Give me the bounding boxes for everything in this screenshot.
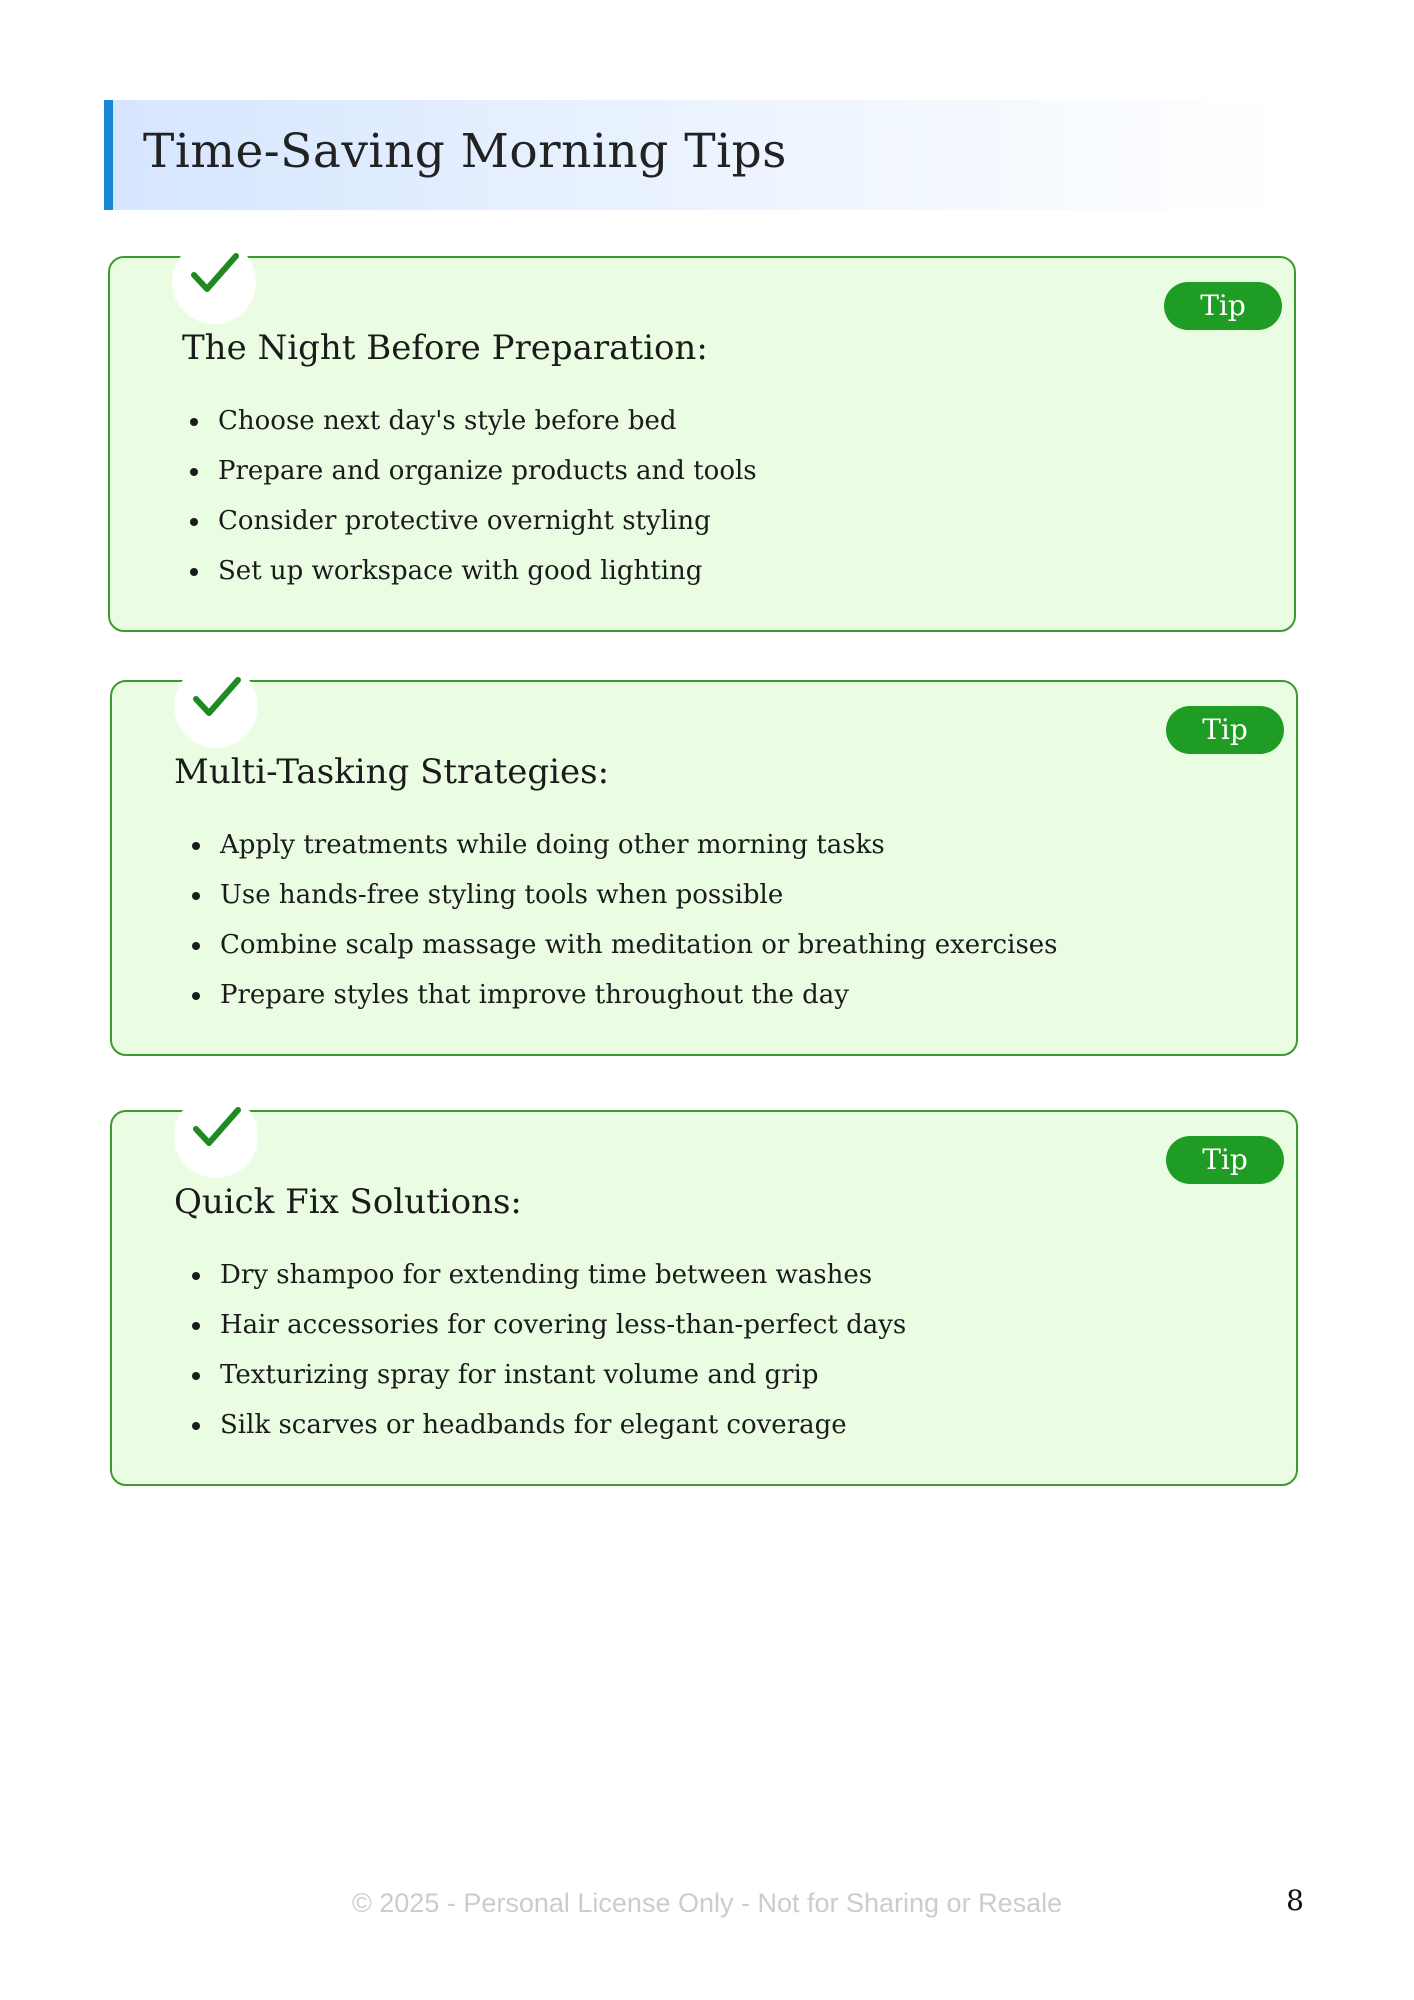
page-title: Time-Saving Morning Tips [143, 124, 787, 179]
list-item: • Combine scalp massage with meditation or breathing exercises [214, 920, 1058, 970]
list-item: • Use hands-free styling tools when possible [214, 870, 1058, 920]
list-item: • Prepare styles that improve throughout the day [214, 970, 1058, 1020]
tip-card-night-before [108, 256, 1296, 632]
tip-list [184, 396, 757, 596]
tip-list [186, 1250, 906, 1450]
card-title: Quick Fix Solutions: [174, 1182, 522, 1222]
tip-list [186, 820, 1058, 1020]
card-title: The Night Before Preparation: [182, 328, 708, 368]
list-item: • Choose next day's style before bed [212, 396, 757, 446]
checkmark-icon [172, 240, 256, 324]
tip-badge: Tip [1166, 706, 1284, 754]
tip-card-quick-fix [110, 1110, 1298, 1486]
list-item: • Consider protective overnight styling [212, 496, 757, 546]
tip-badge: Tip [1166, 1136, 1284, 1184]
page-number: 8 [1286, 1884, 1304, 1917]
card-title: Multi-Tasking Strategies: [174, 752, 610, 792]
footer-license: © 2025 - Personal License Only - Not for Sharing or Resale [351, 1888, 1063, 1918]
checkmark-icon [174, 664, 258, 748]
list-item: • Hair accessories for covering less-than-perfect days [214, 1300, 906, 1350]
page-header [104, 100, 1284, 210]
checkmark-icon [174, 1094, 258, 1178]
list-item: • Texturizing spray for instant volume and grip [214, 1350, 906, 1400]
list-item: • Apply treatments while doing other morning tasks [214, 820, 1058, 870]
list-item: • Set up workspace with good lighting [212, 546, 757, 596]
tip-card-multi-tasking [110, 680, 1298, 1056]
list-item: • Prepare and organize products and tools [212, 446, 757, 496]
list-item: • Silk scarves or headbands for elegant coverage [214, 1400, 906, 1450]
tip-badge: Tip [1164, 282, 1282, 330]
list-item: • Dry shampoo for extending time between washes [214, 1250, 906, 1300]
